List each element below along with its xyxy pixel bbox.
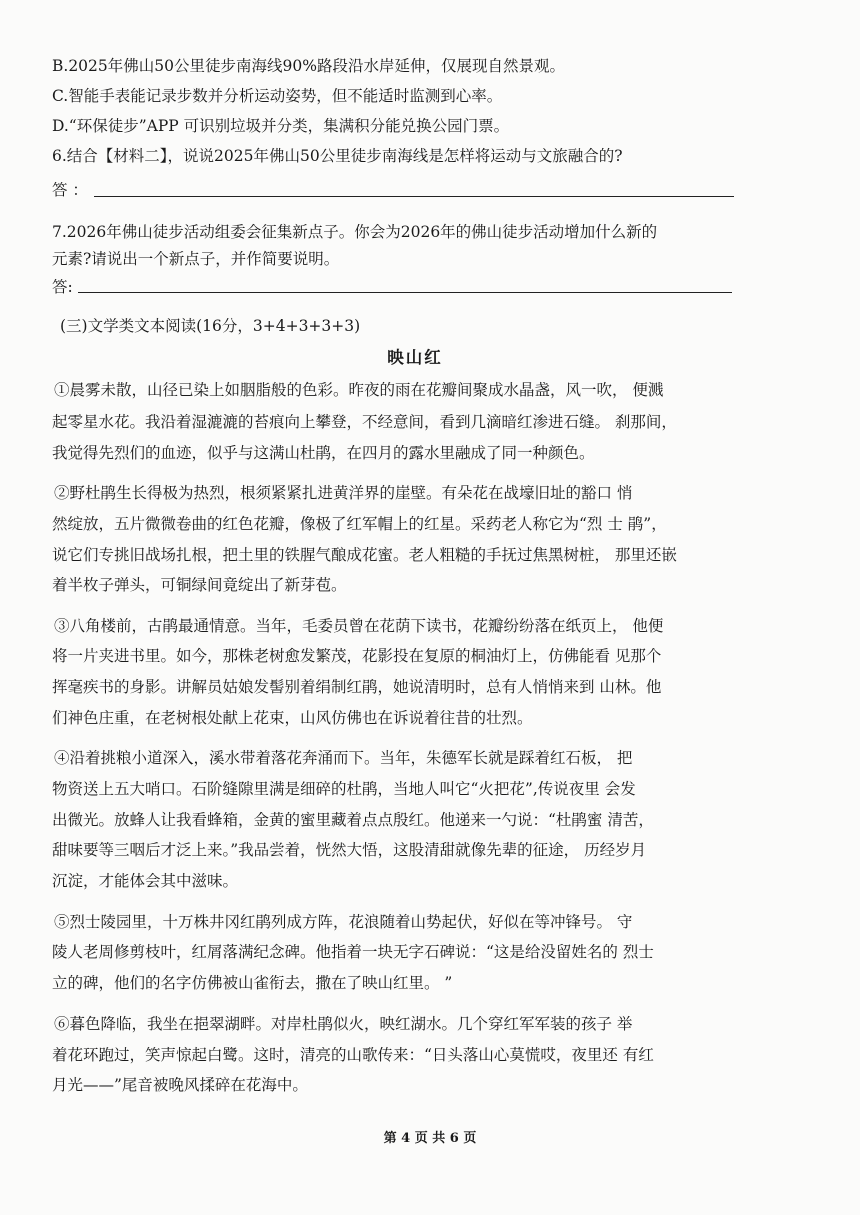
paragraph-3-line: ③八角楼前，古鹃最通情意。当年，毛委员曾在花荫下读书，花瓣纷纷落在纸页上， 他便 <box>54 617 664 635</box>
q6-answer-label: 答 ： <box>52 181 88 199</box>
paragraph-1-line: 起零星水花。我沿着湿漉漉的苔痕向上攀登，不经意间，看到几滴暗红渗进石缝。 刹那间， <box>52 413 677 431</box>
q7-answer-label: 答: <box>52 278 73 296</box>
q7-answer-line[interactable] <box>78 292 732 293</box>
paragraph-2-line: ②野杜鹃生长得极为热烈，根须紧紧扎进黄洋界的崖壁。有朵花在战壕旧址的豁口 悄 <box>54 484 633 502</box>
paragraph-4-line: 出微光。放蜂人让我看蜂箱，金黄的蜜里藏着点点殷红。他递来一勺说：“杜鹃蜜 清苦， <box>52 811 654 829</box>
paragraph-5-line: ⑤烈士陵园里，十万株井冈红鹃列成方阵，花浪随着山势起伏，好似在等冲锋号。 守 <box>54 913 633 931</box>
paragraph-4-line: 甜味要等三咽后才泛上来。”我品尝着，恍然大悟，这股清甜就像先辈的征途， 历经岁月 <box>52 841 647 859</box>
paragraph-5-line: 立的碑，他们的名字仿佛被山雀衔去，撒在了映山红里。 ” <box>52 974 453 992</box>
page-number: 第 4 页 共 6 页 <box>383 1131 477 1146</box>
paragraph-2-line: 然绽放，五片微微卷曲的红色花瓣，像极了红军帽上的红星。采药老人称它为“烈 士 鹃”， <box>52 515 667 533</box>
paragraph-4-line: 物资送上五大哨口。石阶缝隙里满是细碎的杜鹃，当地人叫它“火把花”,传说夜里 会发 <box>52 780 636 798</box>
paragraph-3-line: 将一片夹进书里。如今，那株老树愈发繁茂，花影投在复原的桐油灯上，仿佛能看 见那个 <box>52 647 662 665</box>
paragraph-3-line: 们神色庄重，在老树根处献上花束，山风仿佛也在诉说着往昔的壮烈。 <box>52 709 533 727</box>
paragraph-6-line: 月光——”尾音被晚风揉碎在花海中。 <box>52 1076 308 1094</box>
paragraph-5-line: 陵人老周修剪枝叶，红屑落满纪念碑。他指着一块无字石碑说：“这是给没留姓名的 烈士 <box>52 943 654 961</box>
paragraph-1-line: ①晨雾未散，山径已染上如胭脂般的色彩。昨夜的雨在花瓣间聚成水晶盏，风一吹， 便溅 <box>54 381 664 399</box>
question-6: 6.结合【材料二】，说说2025年佛山50公里徒步南海线是怎样将运动与文旅融合的? <box>52 147 623 165</box>
q6-answer-line[interactable] <box>94 196 734 197</box>
paragraph-6-line: ⑥暮色降临，我坐在挹翠湖畔。对岸杜鹃似火，映红湖水。几个穿红军军装的孩子 举 <box>54 1015 633 1033</box>
question-7-line2: 元素?请说出一个新点子，并作简要说明。 <box>52 250 340 268</box>
paragraph-2-line: 着半枚子弹头，可铜绿间竟绽出了新芽苞。 <box>52 576 347 594</box>
paragraph-6-line: 着花环跑过，笑声惊起白鹭。这时，清亮的山歌传来：“日头落山心莫慌哎，夜里还 有红 <box>52 1046 654 1064</box>
question-7-line1: 7.2026年佛山徒步活动组委会征集新点子。你会为2026年的佛山徒步活动增加什么新的 <box>52 223 658 241</box>
paragraph-4-line: ④沿着挑粮小道深入，溪水带着落花奔涌而下。当年，朱德军长就是踩着红石板， 把 <box>54 749 633 767</box>
paragraph-2-line: 说它们专挑旧战场扎根，把土里的铁腥气酿成花蜜。老人粗糙的手抚过焦黑树桩， 那里还嵌 <box>52 546 677 564</box>
paragraph-4-line: 沉淀，才能体会其中滋味。 <box>52 872 239 890</box>
section-heading: (三)文学类文本阅读(16分，3+4+3+3+3) <box>60 317 361 335</box>
paragraph-3-line: 挥毫疾书的身影。讲解员姑娘发髻别着绢制红鹃，她说清明时，总有人悄悄来到 山林。他 <box>52 678 662 696</box>
option-c: C.智能手表能记录步数并分析运动姿势，但不能适时监测到心率。 <box>52 87 503 105</box>
option-d: D.“环保徒步”APP 可识别垃圾并分类，集满积分能兑换公园门票。 <box>52 117 510 135</box>
article-title: 映山红 <box>387 348 443 367</box>
option-b: B.2025年佛山50公里徒步南海线90%路段沿水岸延伸，仅展现自然景观。 <box>52 57 565 75</box>
paragraph-1-line: 我觉得先烈们的血迹，似乎与这满山杜鹃，在四月的露水里融成了同一种颜色。 <box>52 444 595 462</box>
